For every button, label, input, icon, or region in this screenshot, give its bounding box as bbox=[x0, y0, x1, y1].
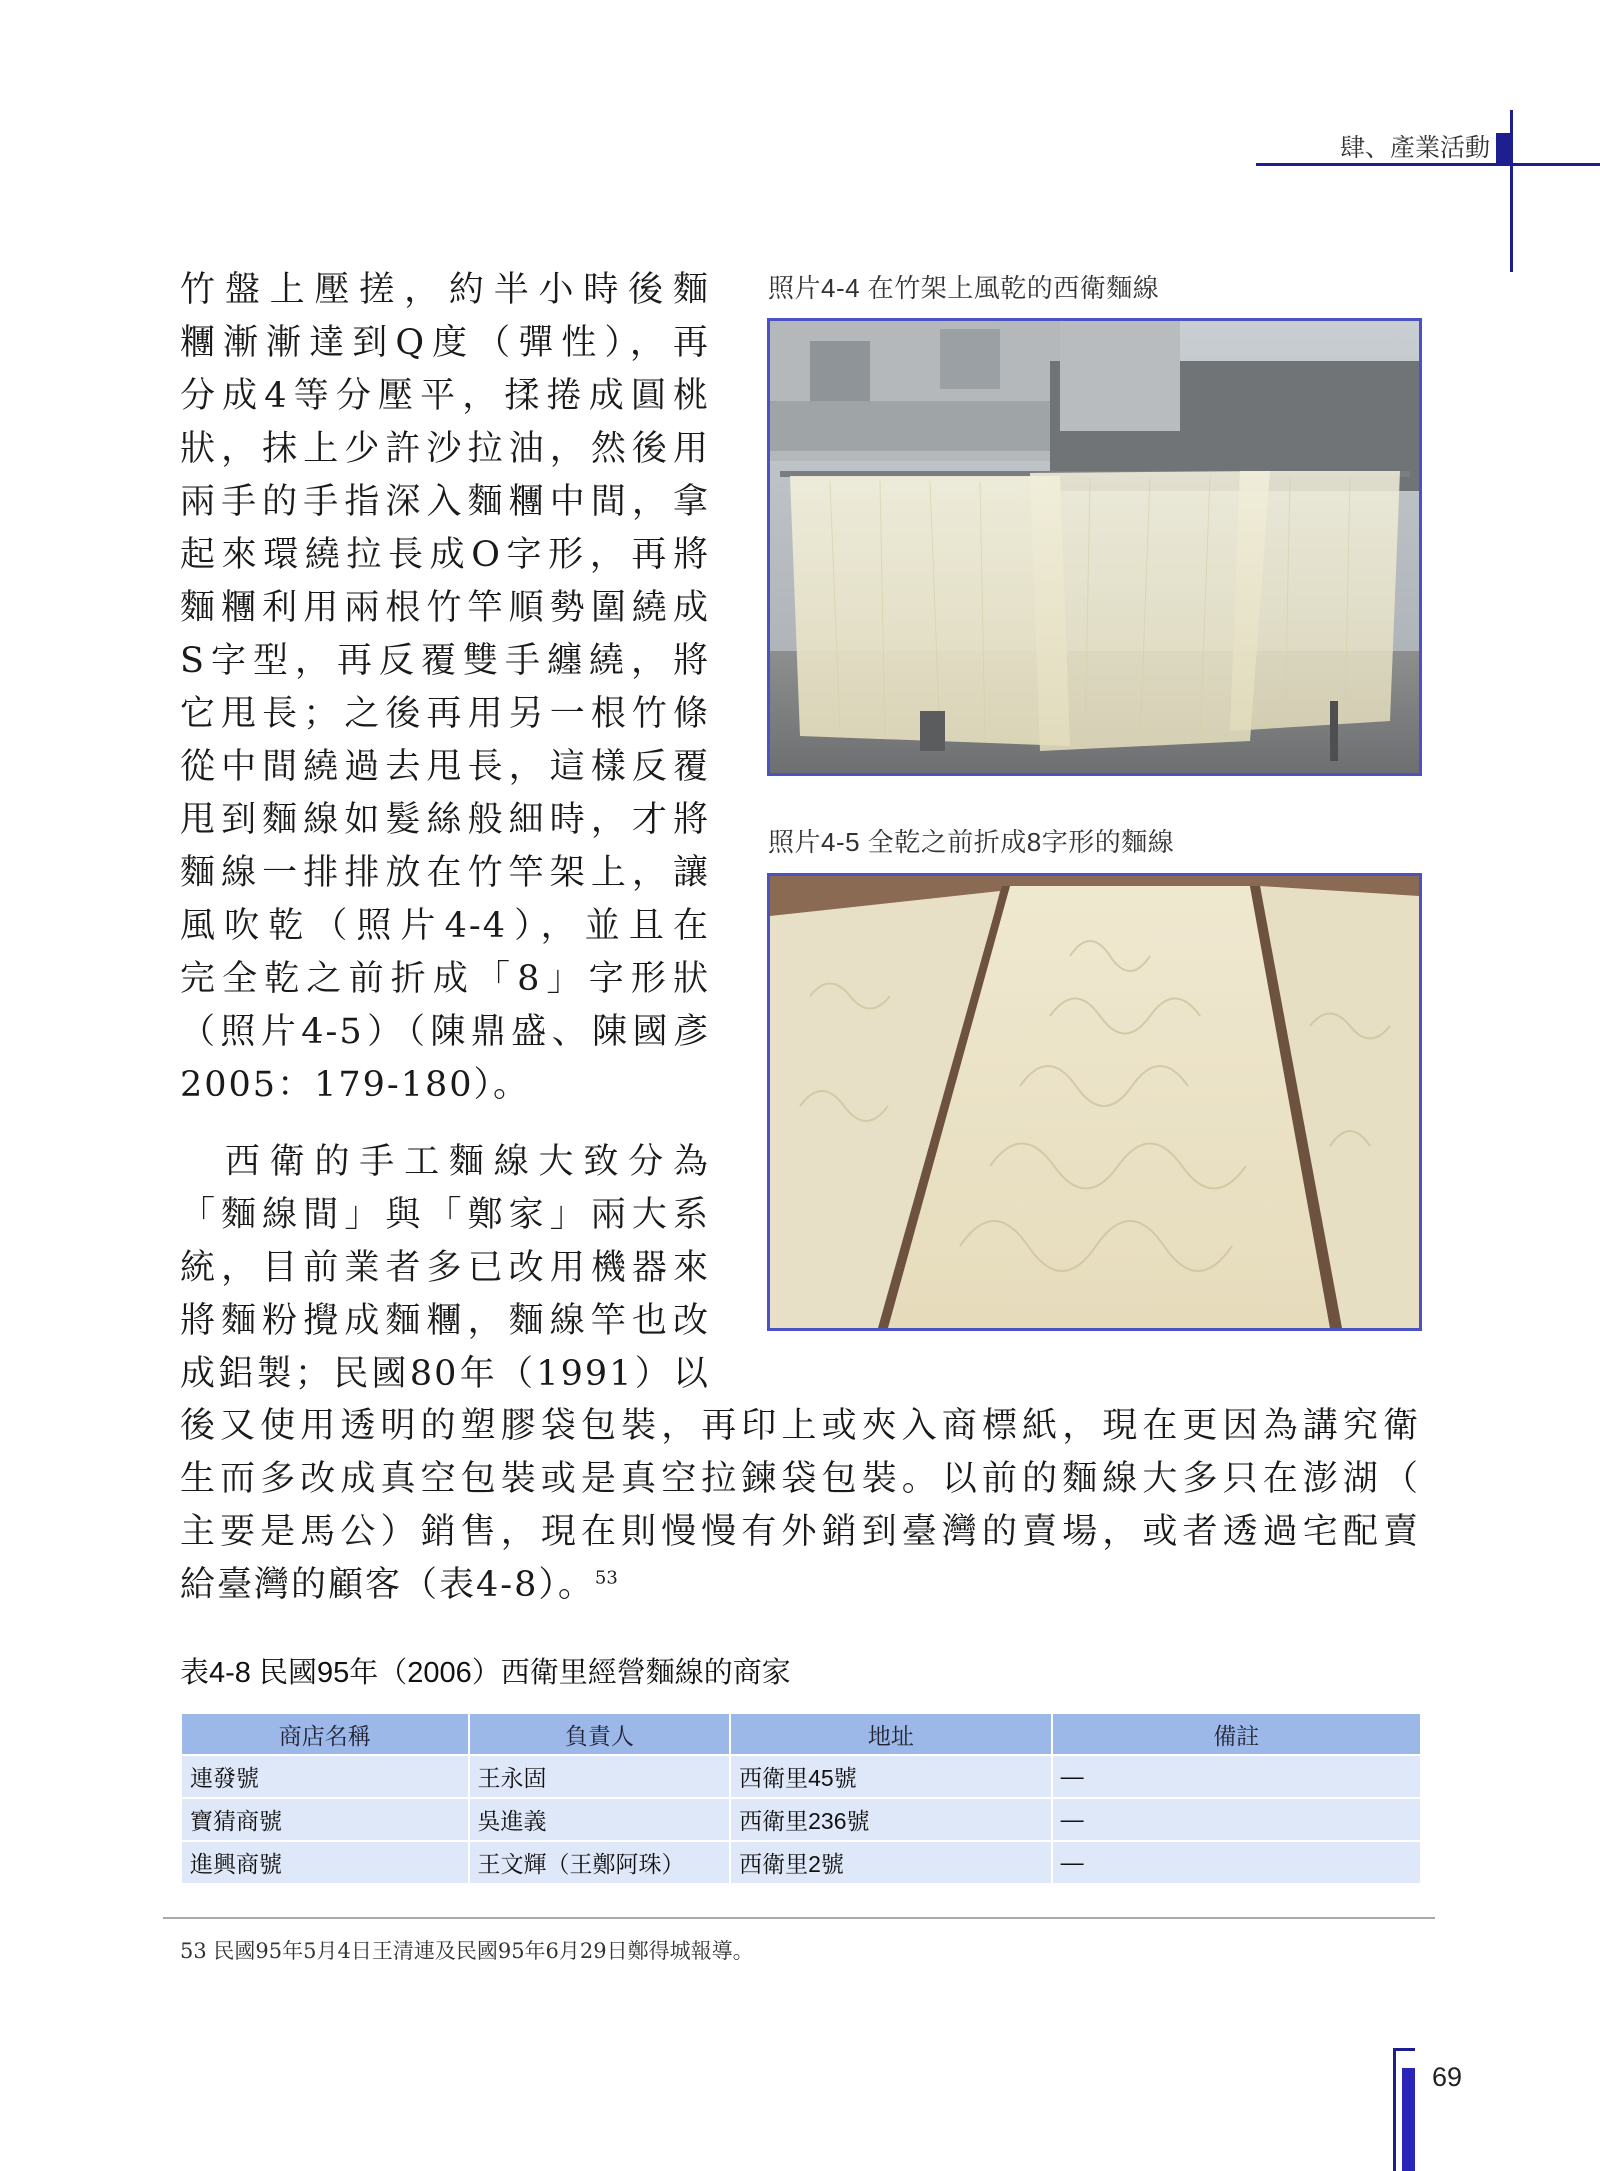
text-line: 它甩長；之後再用另一根竹條 bbox=[180, 694, 710, 734]
column-header-shop: 商店名稱 bbox=[182, 1714, 468, 1754]
footnote-reference[interactable]: 53 bbox=[594, 1567, 618, 1589]
text-line: 起來環繞拉長成O字形，再將 bbox=[180, 535, 710, 575]
table-cell: — bbox=[1053, 1799, 1420, 1840]
text-line: 成鋁製；民國80年（1991）以 bbox=[180, 1354, 710, 1394]
text-line: 統，目前業者多已改用機器來 bbox=[180, 1248, 710, 1288]
text-line: 麵糰利用兩根竹竿順勢圍繞成 bbox=[180, 588, 710, 628]
text-line: 2005：179-180）。 bbox=[180, 1065, 531, 1105]
body-paragraph-1 bbox=[180, 264, 710, 1112]
text-line: 「麵線間」與「鄭家」兩大系 bbox=[180, 1195, 710, 1235]
body-paragraph-3 bbox=[180, 1400, 1420, 1612]
photo-folded-noodles bbox=[767, 873, 1422, 1331]
photo-drying-noodles bbox=[767, 318, 1422, 776]
table-title: 表4-8 民國95年（2006）西衛里經營麵線的商家 bbox=[180, 1657, 791, 1689]
table-header-row bbox=[182, 1714, 1420, 1754]
text-line: 完全乾之前折成「8」字形狀 bbox=[180, 959, 710, 999]
text-line: 主要是馬公）銷售，現在則慢慢有外銷到臺灣的賣場，或者透過宅配賣 bbox=[180, 1512, 1420, 1552]
table-cell: 王文輝（王鄭阿珠） bbox=[470, 1842, 730, 1883]
footer-horizontal-rule bbox=[1393, 2048, 1415, 2051]
text-line bbox=[180, 1559, 1420, 1612]
table-cell: 王永固 bbox=[470, 1756, 730, 1797]
header-marker bbox=[1496, 133, 1512, 163]
folded-noodles-image bbox=[770, 876, 1419, 1328]
merchants-table bbox=[180, 1712, 1422, 1885]
photo-caption-4-4: 照片4-4 在竹架上風乾的西衛麵線 bbox=[768, 273, 1160, 303]
chapter-title: 肆、產業活動 bbox=[1339, 133, 1490, 162]
text-line: 將麵粉攪成麵糰，麵線竿也改 bbox=[180, 1301, 710, 1341]
column-header-owner: 負責人 bbox=[470, 1714, 730, 1754]
column-header-address: 地址 bbox=[731, 1714, 1050, 1754]
text-line: 麵線一排排放在竹竿架上，讓 bbox=[180, 853, 710, 893]
text-line: S字型，再反覆雙手纏繞，將 bbox=[180, 641, 710, 681]
table-cell: — bbox=[1053, 1756, 1420, 1797]
text-line: 後又使用透明的塑膠袋包裝，再印上或夾入商標紙，現在更因為講究衛 bbox=[180, 1406, 1420, 1446]
table-row bbox=[182, 1799, 1420, 1840]
footnote-text: 53 民國95年5月4日王清連及民國95年6月29日鄭得城報導。 bbox=[180, 1939, 754, 1963]
table-cell: 西衛里2號 bbox=[731, 1842, 1050, 1883]
text-line: 狀，抹上少許沙拉油，然後用 bbox=[180, 429, 710, 469]
table-cell: 西衛里45號 bbox=[731, 1756, 1050, 1797]
table-cell: 吳進義 bbox=[470, 1799, 730, 1840]
text-line: 生而多改成真空包裝或是真空拉鍊袋包裝。以前的麵線大多只在澎湖（ bbox=[180, 1459, 1420, 1499]
body-paragraph-2 bbox=[180, 1136, 710, 1401]
footer-marker bbox=[1402, 2068, 1415, 2171]
text-line: （照片4-5）（陳鼎盛、陳國彥 bbox=[180, 1012, 710, 1052]
table-cell: — bbox=[1053, 1842, 1420, 1883]
footnote-divider bbox=[163, 1917, 1435, 1919]
text-line-content: 給臺灣的顧客（表4-8）。 bbox=[180, 1565, 595, 1605]
table-cell: 連發號 bbox=[182, 1756, 468, 1797]
text-line: 竹盤上壓搓，約半小時後麵 bbox=[180, 270, 710, 310]
text-line: 糰漸漸達到Q度（彈性），再 bbox=[180, 323, 710, 363]
table-cell: 寶猜商號 bbox=[182, 1799, 468, 1840]
text-line: 從中間繞過去甩長，這樣反覆 bbox=[180, 747, 710, 787]
text-line: 甩到麵線如髮絲般細時，才將 bbox=[180, 800, 710, 840]
page-number: 69 bbox=[1432, 2062, 1463, 2092]
photo-caption-4-5: 照片4-5 全乾之前折成8字形的麵線 bbox=[768, 827, 1175, 857]
text-line: 兩手的手指深入麵糰中間，拿 bbox=[180, 482, 710, 522]
drying-noodles-image bbox=[770, 321, 1419, 773]
table-row bbox=[182, 1756, 1420, 1797]
text-line: 分成4等分壓平，揉捲成圓桃 bbox=[180, 376, 710, 416]
table-cell: 西衛里236號 bbox=[731, 1799, 1050, 1840]
text-line: 西衛的手工麵線大致分為 bbox=[180, 1142, 710, 1182]
table-cell: 進興商號 bbox=[182, 1842, 468, 1883]
table-row bbox=[182, 1842, 1420, 1883]
text-line: 風吹乾（照片4-4），並且在 bbox=[180, 906, 710, 946]
footer-vertical-rule bbox=[1393, 2048, 1396, 2171]
column-header-notes: 備註 bbox=[1053, 1714, 1420, 1754]
